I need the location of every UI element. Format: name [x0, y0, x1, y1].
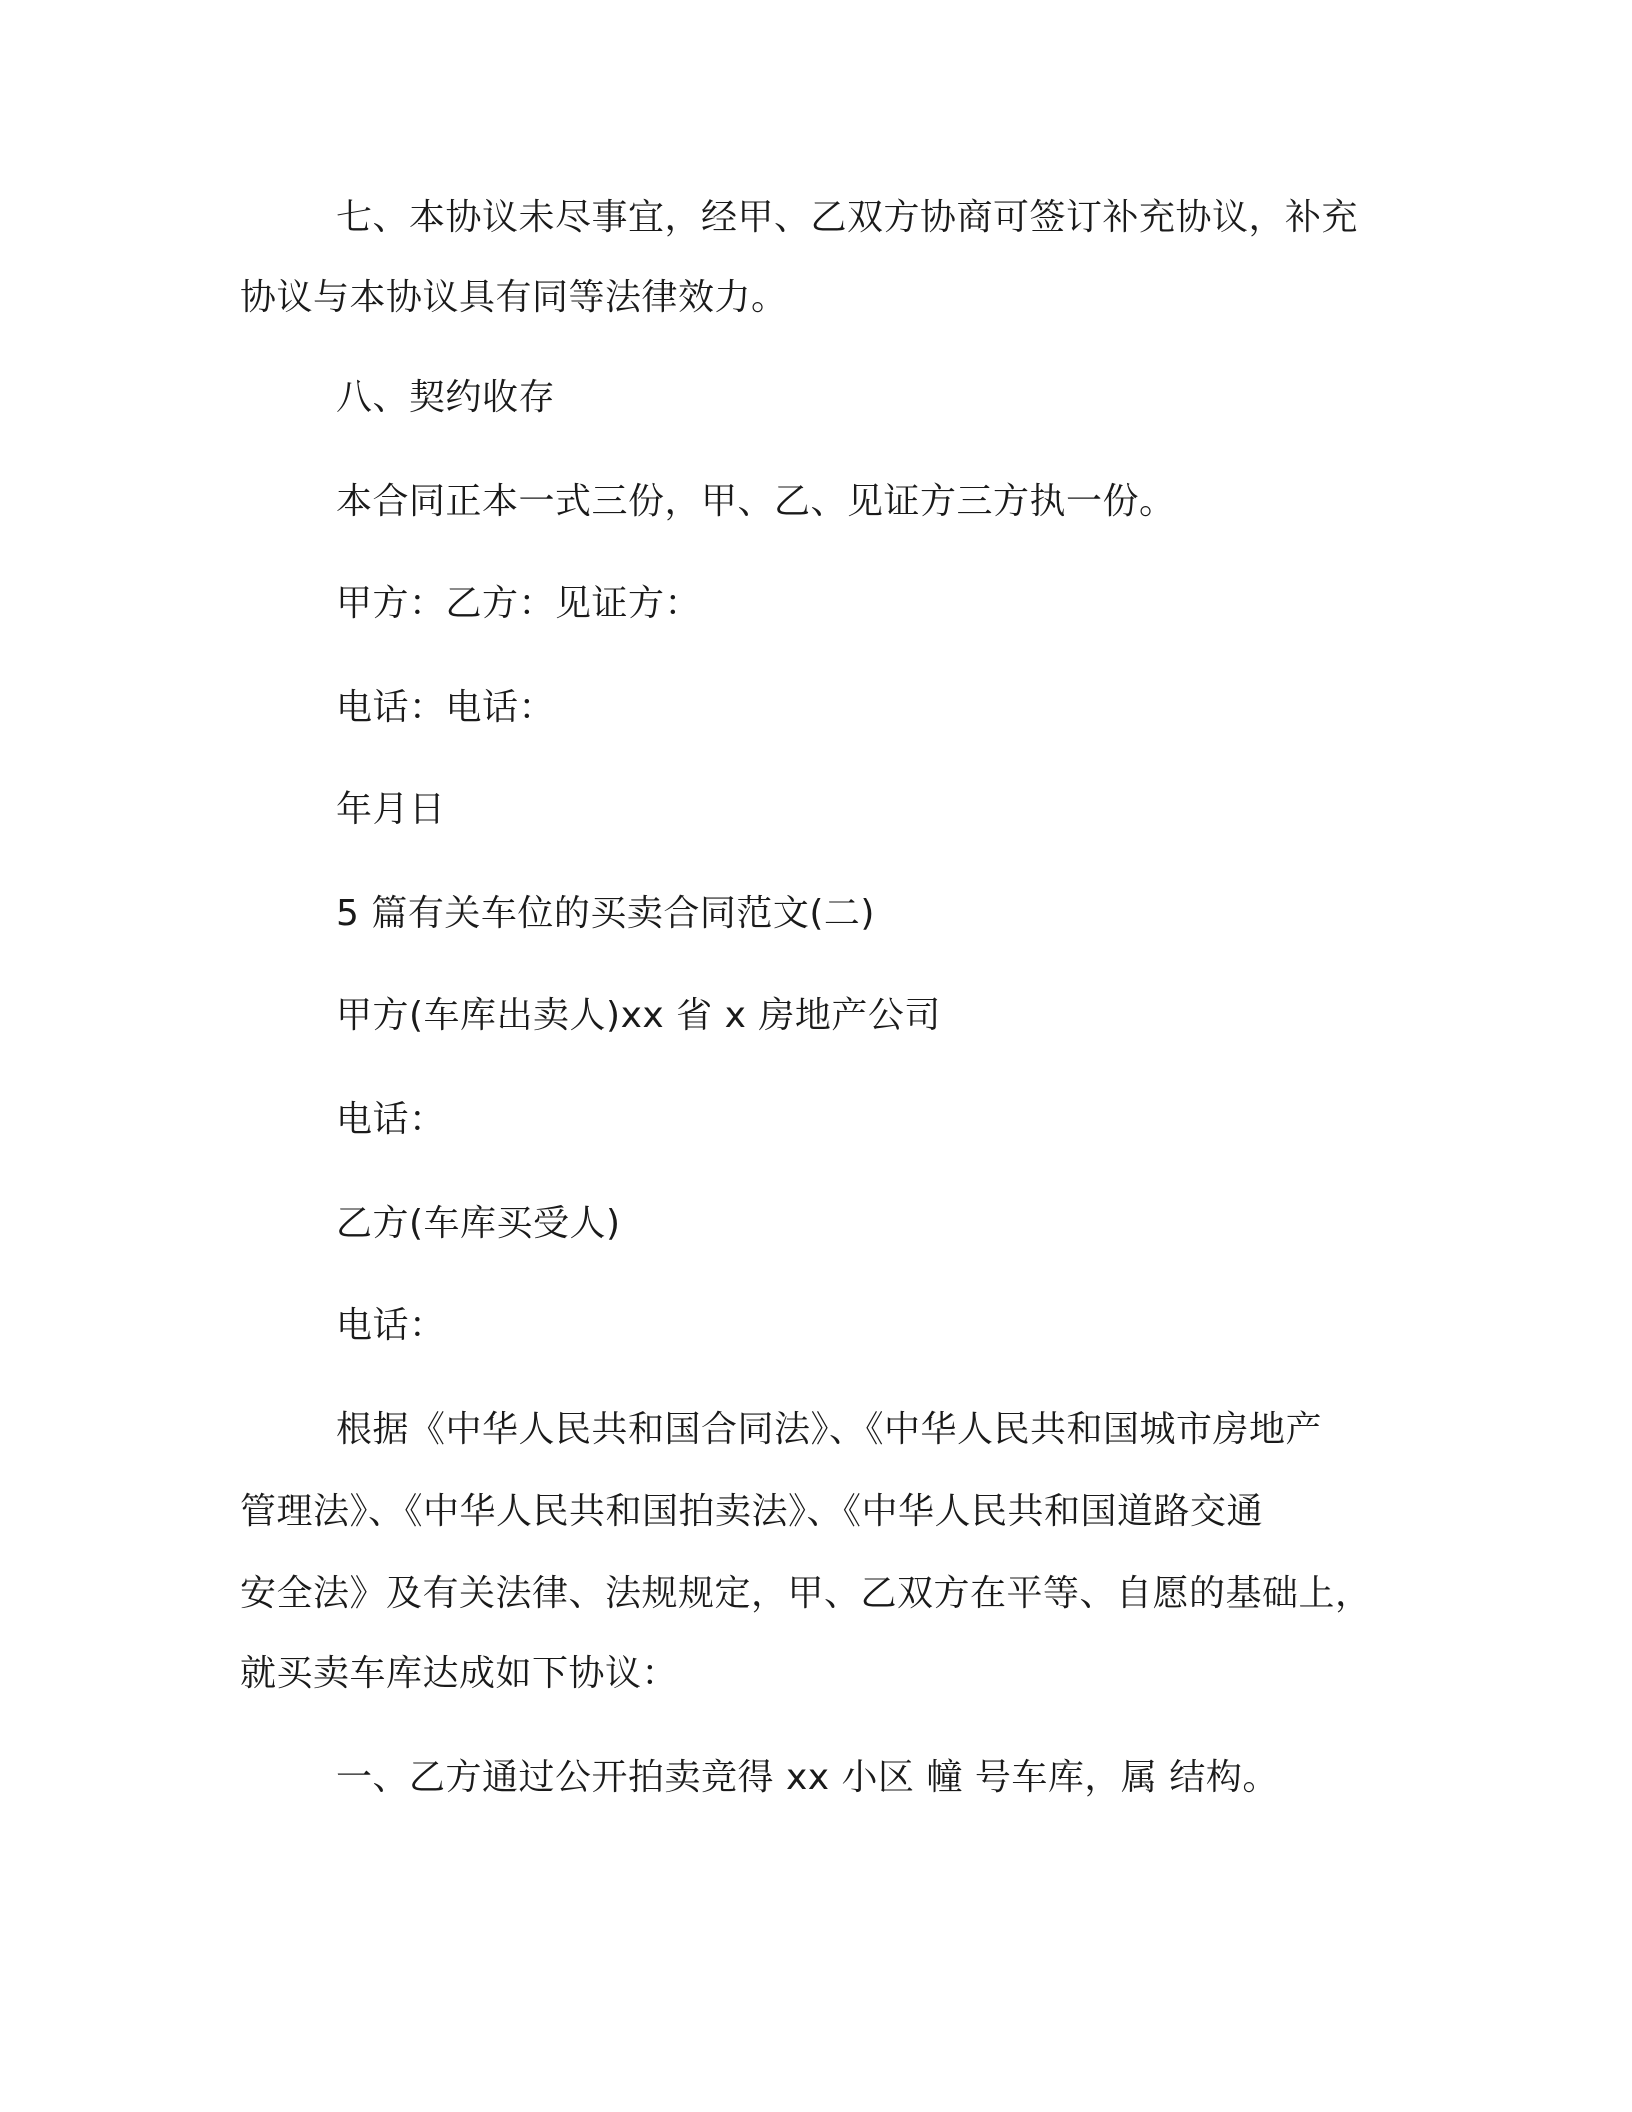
- preamble-line-2: 管理法》、《中华人民共和国拍卖法》、《中华人民共和国道路交通: [240, 1491, 1264, 1532]
- party-a-phone: 电话：: [336, 1099, 446, 1140]
- party-b-phone: 电话：: [336, 1305, 446, 1346]
- contract-copies-text: 本合同正本一式三份，甲、乙、见证方三方执一份。: [336, 481, 1176, 522]
- preamble-line-3: 安全法》及有关法律、法规规定，甲、乙双方在平等、自愿的基础上，: [240, 1573, 1372, 1614]
- clause-1-line: 一、乙方通过公开拍卖竞得 xx 小区 幢 号车库，属 结构。: [336, 1757, 1279, 1798]
- clause-8-heading: 八、契约收存: [336, 377, 556, 418]
- signature-phone-line: 电话：电话：: [336, 687, 556, 728]
- signature-parties-line: 甲方：乙方：见证方：: [336, 583, 702, 624]
- clause-7-line-2: 协议与本协议具有同等法律效力。: [240, 277, 788, 318]
- preamble-line-1: 根据《中华人民共和国合同法》、《中华人民共和国城市房地产: [336, 1409, 1323, 1450]
- party-a-line: 甲方(车库出卖人)xx 省 x 房地产公司: [336, 995, 941, 1036]
- section-title: 5 篇有关车位的买卖合同范文(二): [336, 893, 875, 934]
- party-b-line: 乙方(车库买受人): [336, 1203, 621, 1244]
- clause-7-line-1: 七、本协议未尽事宜，经甲、乙双方协商可签订补充协议，补充: [336, 197, 1359, 238]
- signature-date-line: 年月日: [336, 789, 446, 830]
- preamble-line-4: 就买卖车库达成如下协议：: [240, 1653, 679, 1694]
